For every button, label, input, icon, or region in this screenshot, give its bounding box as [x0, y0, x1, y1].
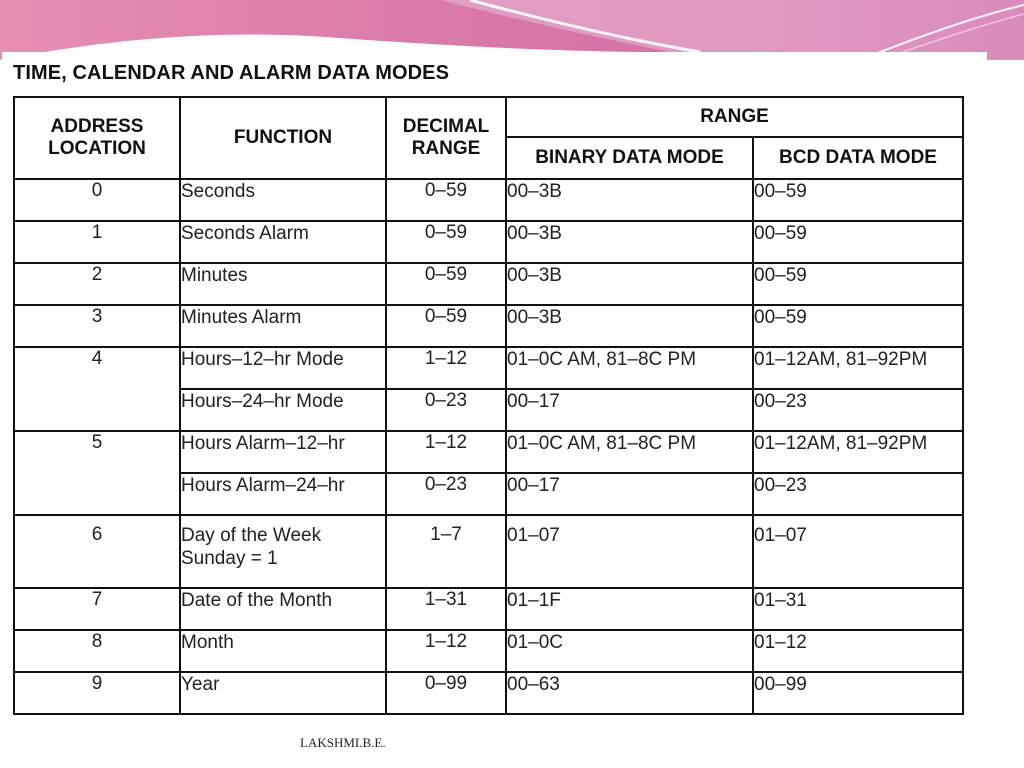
slide-footer-author: LAKSHMI.B.E. [300, 735, 386, 750]
binary-mode-cell: 00–63 [506, 672, 753, 714]
header-decimal-range: DECIMAL RANGE [386, 97, 506, 179]
function-line: Day of the Week [181, 525, 322, 546]
table-row [14, 588, 963, 630]
address-cell: 5 [14, 431, 180, 515]
binary-mode-cell: 01–07 [506, 515, 753, 588]
slide-header-banner [0, 0, 1024, 60]
decimal-range-cell: 0–23 [386, 389, 506, 431]
function-cell: Year [180, 672, 386, 714]
table-row [14, 347, 963, 389]
table-row [14, 515, 963, 588]
decimal-range-cell: 0–59 [386, 305, 506, 347]
address-cell: 3 [14, 305, 180, 347]
decimal-range-cell: 1–12 [386, 431, 506, 473]
header-address-location: ADDRESS LOCATION [14, 97, 180, 179]
decimal-range-cell: 1–12 [386, 347, 506, 389]
table-row [14, 221, 963, 263]
table-row [14, 431, 963, 473]
address-cell: 7 [14, 588, 180, 630]
bcd-mode-cell: 00–23 [753, 389, 963, 431]
decimal-range-cell: 1–12 [386, 630, 506, 672]
function-cell: Seconds Alarm [180, 221, 386, 263]
function-line: Sunday = 1 [181, 548, 278, 569]
data-modes-table [13, 96, 964, 715]
table-row [14, 672, 963, 714]
function-cell: Minutes Alarm [180, 305, 386, 347]
binary-mode-cell: 00–17 [506, 389, 753, 431]
binary-mode-cell: 01–0C [506, 630, 753, 672]
table-row [14, 263, 963, 305]
bcd-mode-cell: 00–99 [753, 672, 963, 714]
binary-mode-cell: 00–3B [506, 305, 753, 347]
bcd-mode-cell: 01–12 [753, 630, 963, 672]
table-row [14, 630, 963, 672]
decimal-range-cell: 0–59 [386, 221, 506, 263]
bcd-mode-cell: 00–59 [753, 263, 963, 305]
slide-title: TIME, CALENDAR AND ALARM DATA MODES [13, 62, 450, 84]
function-cell: Hours Alarm–12–hr [180, 431, 386, 473]
function-cell [180, 515, 386, 588]
decimal-range-cell: 1–31 [386, 588, 506, 630]
address-cell: 0 [14, 179, 180, 221]
address-cell: 8 [14, 630, 180, 672]
header-bcd-data-mode: BCD DATA MODE [753, 137, 963, 179]
function-cell: Month [180, 630, 386, 672]
decimal-range-cell: 0–99 [386, 672, 506, 714]
decimal-range-cell: 0–59 [386, 263, 506, 305]
header-range: RANGE [506, 97, 963, 137]
bcd-mode-cell: 00–23 [753, 473, 963, 515]
function-cell: Hours–12–hr Mode [180, 347, 386, 389]
bcd-mode-cell: 00–59 [753, 305, 963, 347]
binary-mode-cell: 00–3B [506, 179, 753, 221]
address-cell: 6 [14, 515, 180, 588]
bcd-mode-cell: 01–07 [753, 515, 963, 588]
decimal-range-cell: 0–23 [386, 473, 506, 515]
header-function: FUNCTION [180, 97, 386, 179]
bcd-mode-cell: 01–31 [753, 588, 963, 630]
binary-mode-cell: 00–3B [506, 221, 753, 263]
function-cell: Hours Alarm–24–hr [180, 473, 386, 515]
bcd-mode-cell: 00–59 [753, 221, 963, 263]
binary-mode-cell: 01–0C AM, 81–8C PM [506, 431, 753, 473]
address-cell: 1 [14, 221, 180, 263]
bcd-mode-cell: 01–12AM, 81–92PM [753, 431, 963, 473]
binary-mode-cell: 01–1F [506, 588, 753, 630]
bcd-mode-cell: 00–59 [753, 179, 963, 221]
bcd-mode-cell: 01–12AM, 81–92PM [753, 347, 963, 389]
decimal-range-cell: 1–7 [386, 515, 506, 588]
function-cell: Hours–24–hr Mode [180, 389, 386, 431]
function-cell: Date of the Month [180, 588, 386, 630]
binary-mode-cell: 01–0C AM, 81–8C PM [506, 347, 753, 389]
binary-mode-cell: 00–3B [506, 263, 753, 305]
function-cell: Seconds [180, 179, 386, 221]
function-cell: Minutes [180, 263, 386, 305]
table-row [14, 179, 963, 221]
header-binary-data-mode: BINARY DATA MODE [506, 137, 753, 179]
binary-mode-cell: 00–17 [506, 473, 753, 515]
address-cell: 9 [14, 672, 180, 714]
address-cell: 4 [14, 347, 180, 431]
address-cell: 2 [14, 263, 180, 305]
decimal-range-cell: 0–59 [386, 179, 506, 221]
table-row [14, 305, 963, 347]
